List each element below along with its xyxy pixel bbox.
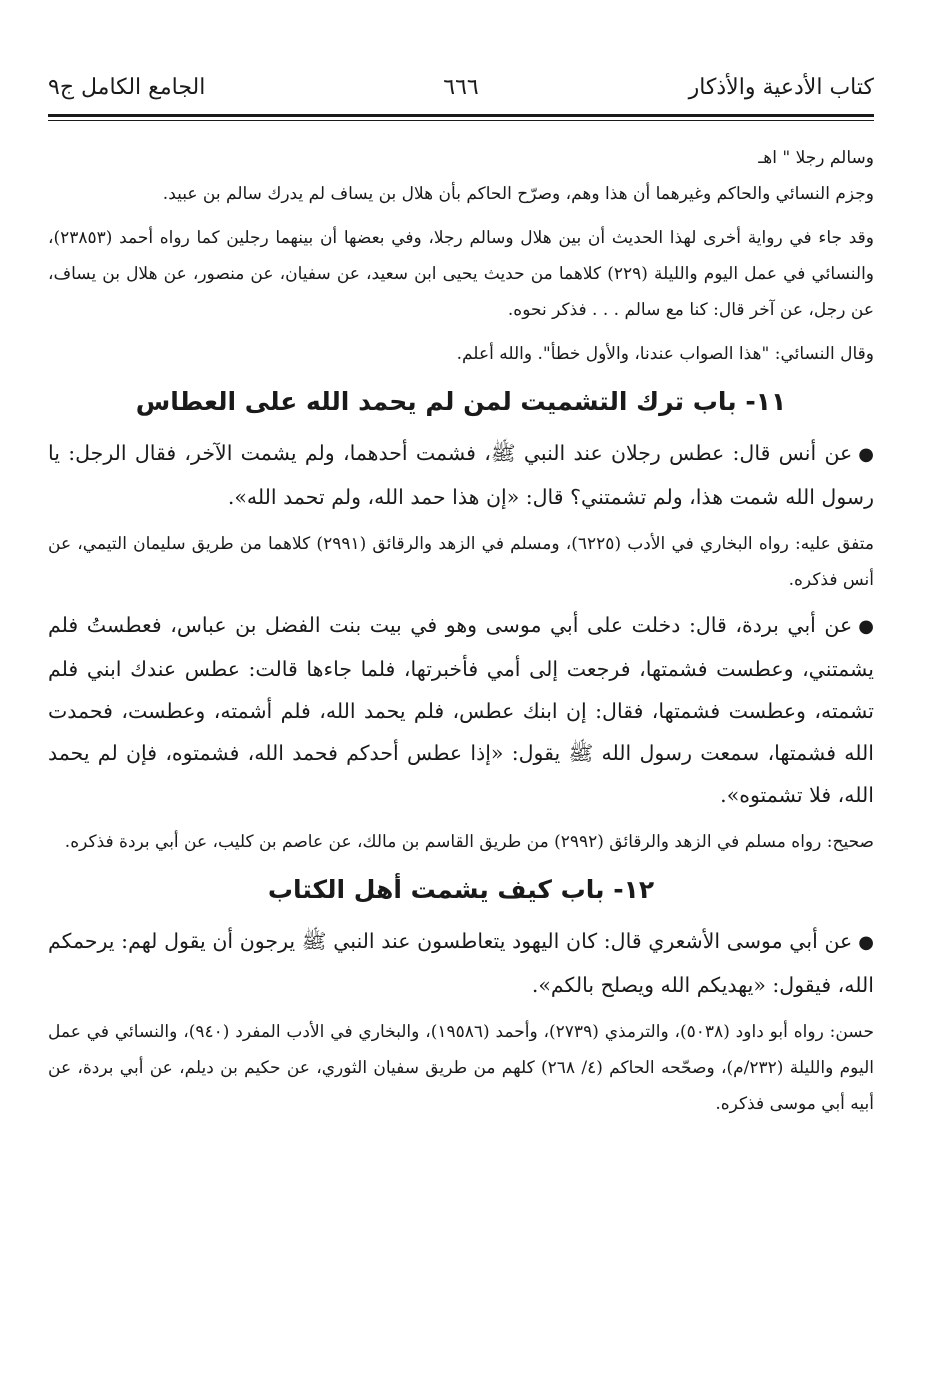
page-body xyxy=(48,140,874,1122)
takhrij-paragraph: متفق عليه: رواه البخاري في الأدب (٦٢٢٥)، ومسلم في الزهد والرقائق (٢٩٩١) كلاهما من طريق سليمان التيمي، عن أنس فذكره. xyxy=(48,534,874,590)
hadith-paragraph xyxy=(48,604,874,816)
takhrij-paragraph: صحيح: رواه مسلم في الزهد والرقائق (٢٩٩٢) من طريق القاسم بن مالك، عن عاصم بن كليب، عن أبي بردة فذكره. xyxy=(64,832,874,852)
hadith-paragraph xyxy=(48,920,874,1006)
hadith-text: عن أنس قال: عطس رجلان عند النبي ﷺ، فشمت أحدهما، ولم يشمت الآخر، فقال الرجل: يا رسول الله شمت هذا، ولم تشمتني؟ قال: «إن هذا حمد الله، ولم تحمد الله». xyxy=(48,441,874,509)
page-number: ٦٦٦ xyxy=(443,75,479,100)
book-title: كتاب الأدعية والأذكار xyxy=(688,75,874,100)
intro-paragraph-2: وجزم النسائي والحاكم وغيرهما أن هذا وهم، وصرّح الحاكم بأن هلال بن يساف لم يدرك سالم بن عبيد. xyxy=(162,184,874,204)
chapter-11-title: ١١- باب ترك التشميت لمن لم يحمد الله على العطاس xyxy=(135,387,787,416)
header-rule-thin xyxy=(48,120,874,121)
page-header xyxy=(48,68,874,108)
intro-paragraph-3: وقد جاء في رواية أخرى لهذا الحديث أن بين هلال وسالم رجلا، وفي بعضها أن بينهما رجلين كما رواه أحمد (٢٣٨٥٣)، والنسائي في عمل اليوم والليلة (٢٢٩) كلاهما من حديث يحيى ابن سعيد، عن سفيان، عن منصور، عن هلال بن يساف، عن رجل، عن آخر قال: كنا مع سالم . . . فذكر نحوه. xyxy=(48,228,875,320)
intro-paragraph-4: وقال النسائي: "هذا الصواب عندنا، والأول خطأ". والله أعلم. xyxy=(456,344,874,364)
bullet-icon: ● xyxy=(858,444,874,465)
takhrij-paragraph: حسن: رواه أبو داود (٥٠٣٨)، والترمذي (٢٧٣٩)، وأحمد (١٩٥٨٦)، والبخاري في الأدب المفرد (٩٤٠)، والنسائي في عمل اليوم والليلة (٢٣٢/م)، وصحّحه الحاكم (٤/ ٢٦٨) كلهم من طريق سفيان الثوري، عن حكيم بن ديلم، عن أبي بردة، عن أبيه أبي موسى فذكره. xyxy=(48,1022,874,1114)
collection-title: الجامع الكامل ج٩ xyxy=(48,75,206,100)
hadith-paragraph xyxy=(48,432,874,518)
hadith-text: عن أبي بردة، قال: دخلت على أبي موسى وهو في بيت بنت الفضل بن عباس، فعطستُ فلم يشمتني، وعطست فشمتها، فرجعت إلى أمي فأخبرتها، فلما جاءها قالت: عطس عندك ابني فلم تشمته، وعطست فشمتها، فقال: إن ابنك عطس، فلم يحمد الله، فلم أشمته، وعطست، فحمدت الله فشمتها، سمعت رسول الله ﷺ يقول: «إذا عطس أحدكم فحمد الله، فشمتوه، فإن لم يحمد الله، فلا تشمتوه». xyxy=(48,613,874,807)
header-rule-thick xyxy=(48,114,874,117)
hadith-text: عن أبي موسى الأشعري قال: كان اليهود يتعاطسون عند النبي ﷺ يرجون أن يقول لهم: يرحمكم الله، فيقول: «يهديكم الله ويصلح بالكم». xyxy=(48,929,874,997)
bullet-icon: ● xyxy=(858,932,874,953)
intro-paragraph-1: وسالم رجلا " اهـ xyxy=(758,148,874,168)
bullet-icon: ● xyxy=(858,616,874,637)
chapter-12-title: ١٢- باب كيف يشمت أهل الكتاب xyxy=(267,875,655,904)
